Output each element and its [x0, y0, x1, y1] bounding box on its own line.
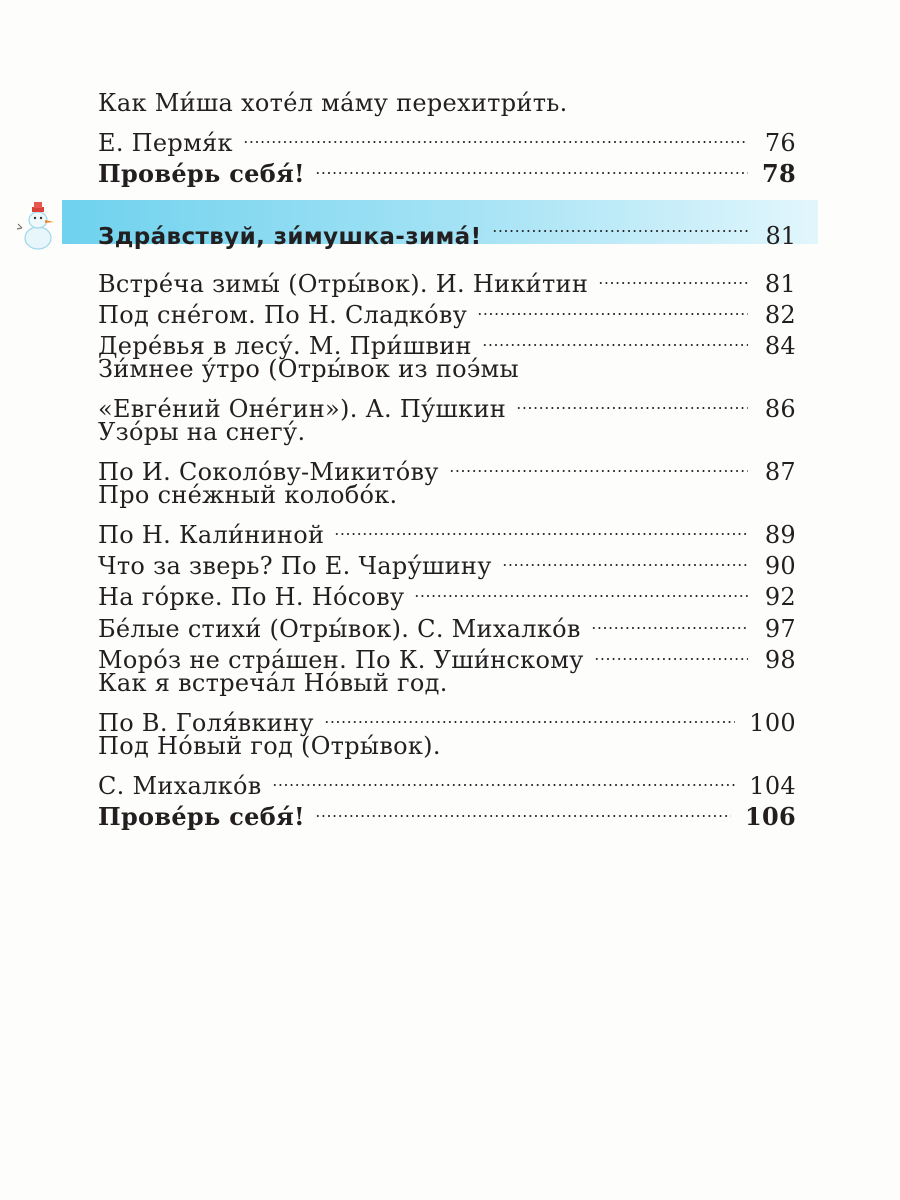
toc-line	[98, 700, 796, 738]
toc-line	[98, 480, 796, 511]
dot-leader	[477, 292, 748, 323]
toc-entry	[98, 731, 796, 800]
dot-leader	[324, 700, 736, 731]
entry-title: «Евге́ний Оне́гин»). А. Пу́шкин	[98, 395, 507, 424]
entry-title: По В. Голя́вкину	[98, 709, 314, 738]
entry-title: Под сне́гом. По Н. Сладко́ву	[98, 300, 468, 329]
dot-leader	[502, 543, 748, 574]
page-number: 106	[745, 802, 796, 832]
dot-leader	[315, 151, 748, 182]
entry-title: Под Но́вый год (Отры́вок).	[98, 732, 441, 761]
page-number: 87	[764, 457, 796, 486]
section-header	[98, 200, 796, 251]
snowman-icon	[16, 198, 62, 250]
page-number: 97	[764, 614, 796, 643]
dot-leader	[449, 449, 748, 480]
entry-title: Моро́з не стра́шен. По К. Уши́нскому	[98, 646, 584, 675]
page-number: 92	[764, 583, 796, 612]
toc-entry	[98, 354, 796, 424]
page-number: 104	[749, 771, 796, 800]
toc-line	[98, 386, 796, 424]
dot-leader	[272, 762, 736, 793]
entry-title: Что за зверь? По Е. Чару́шину	[98, 552, 492, 581]
page-number: 82	[764, 300, 796, 329]
dot-leader	[516, 386, 748, 417]
toc-entry	[98, 417, 796, 486]
toc-line	[98, 88, 796, 119]
toc-line	[98, 668, 796, 699]
page-number: 98	[764, 646, 796, 675]
page-number: 78	[762, 159, 796, 189]
entry-title: По И. Соколо́ву-Микито́ву	[98, 457, 439, 486]
toc-entry	[98, 480, 796, 549]
toc-line	[98, 449, 796, 486]
toc-line	[98, 731, 796, 762]
dot-leader	[414, 574, 748, 605]
dot-leader	[243, 119, 748, 150]
entry-title: Бе́лые стихи́ (Отры́вок). С. Михалко́в	[98, 614, 581, 643]
section-title: Здра́вствуй, зи́мушка-зима́!	[98, 224, 482, 251]
entry-title: Зи́мнее у́тро (Отры́вок из поэ́мы	[98, 355, 519, 384]
entry-title: Прове́рь себя́!	[98, 159, 305, 189]
page-number: 84	[764, 332, 796, 361]
entry-title: По Н. Кали́ниной	[98, 520, 325, 549]
page-number: 86	[764, 395, 796, 424]
page-number: 100	[749, 709, 796, 738]
entry-title: Е. Пермя́к	[98, 128, 233, 157]
entry-title: Как я встреча́л Но́вый год.	[98, 669, 448, 698]
dot-leader	[492, 200, 749, 244]
entry-title: Про сне́жный колобо́к.	[98, 480, 398, 509]
toc-line	[98, 260, 796, 298]
entry-title: Прове́рь себя́!	[98, 802, 305, 832]
page-number: 76	[764, 128, 796, 157]
toc-line	[98, 762, 796, 800]
dot-leader	[591, 605, 748, 636]
toc-entry	[98, 88, 796, 157]
dot-leader	[598, 260, 748, 291]
entry-title: Дере́вья в лесу́. М. При́швин	[98, 332, 472, 361]
entry-title: Встре́ча зимы́ (Отры́вок). И. Ники́тин	[98, 269, 589, 298]
section-header-row	[98, 200, 796, 251]
page-number: 89	[764, 520, 796, 549]
page-number: 81	[764, 269, 796, 298]
entry-title: Узо́ры на снегу́.	[98, 418, 306, 447]
toc-line	[98, 511, 796, 549]
dot-leader	[594, 637, 748, 668]
toc-entry	[98, 260, 796, 298]
entry-title: С. Михалко́в	[98, 771, 262, 800]
page-number: 81	[765, 222, 796, 251]
dot-leader	[334, 511, 748, 542]
entry-title: Как Ми́ша хоте́л ма́му перехитри́ть.	[98, 89, 568, 117]
toc-line	[98, 354, 796, 385]
toc-line	[98, 119, 796, 157]
entry-title: На го́рке. По Н. Но́сову	[98, 583, 405, 612]
dot-leader	[315, 794, 731, 825]
table-of-contents	[98, 88, 796, 832]
dot-leader	[482, 323, 748, 354]
page-number: 90	[764, 552, 796, 581]
toc-entry	[98, 668, 796, 738]
